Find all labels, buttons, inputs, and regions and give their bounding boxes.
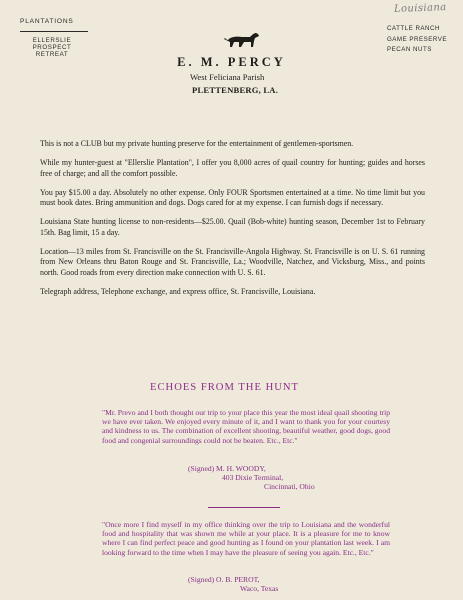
testimonial-perot bbox=[102, 520, 390, 557]
plantation-retreat: RETREAT bbox=[35, 51, 69, 59]
testimonial-text: "Once more I find myself in my office thinking over the trip to Louisiana and the wonderful food and hospitality that was shown me while at your place. It is a pleasure for me to know where I can find perfect peace and good hunting as I found on your plantation last week. I am looking forward to the time when I may have the pleasure of seeing you again. Etc., Etc." bbox=[102, 520, 390, 557]
body-paragraph: Louisiana State hunting license to non-residents—$25.00. Quail (Bob-white) hunting season, December 1st to February 15th. Bag limit, 15 a day. bbox=[40, 217, 425, 237]
right-line-game: GAME PRESERVE bbox=[386, 35, 447, 43]
letterhead-city: PLETTENBERG, LA. bbox=[192, 85, 279, 95]
body-paragraph: You pay $15.00 a day. Absolutely no other expense. Only FOUR Sportsmen entertained at a time. No time limit but you must book dates. Bring ammunition and dogs. Dogs cared for at my expense. I can furnish dogs if necessary. bbox=[40, 187, 425, 208]
signature-city: Waco, Texas bbox=[240, 584, 279, 593]
echoes-title: ECHOES FROM THE HUNT bbox=[150, 382, 299, 393]
body-paragraph: Location—13 miles from St. Francisville on the St. Francisville-Angola Highway. St. Francisville is on U. S. 61 running from New Orleans thru Baton Rouge and St. Francisville, La.; Woodville, Natchez, and Vicksburg, Miss., and points north. Good roads from every direction make connection with U. S. 61. bbox=[40, 246, 425, 277]
signature-city: Cincinnati, Ohio bbox=[264, 482, 315, 491]
signature-address: 403 Dixie Terminal, bbox=[222, 473, 284, 482]
letter-body bbox=[40, 139, 425, 306]
letterhead-left-rule bbox=[20, 31, 88, 32]
testimonial-text: "Mr. Prevo and I both thought our trip to your place this year the most ideal quail shooting trip we have ever taken. We enjoyed every minute of it, and I want to thank you for your courtesy and kindness to us. The combination of excellent shooting, beautiful weather, good dogs, good food and congenial surroundings could not be beaten. Etc., Etc." bbox=[102, 408, 390, 445]
right-line-cattle: CATTLE RANCH bbox=[386, 25, 440, 32]
body-paragraph: While my hunter-guest at "Ellerslie Plantation", I offer you 8,000 acres of quail country for hunting; guides and horses free of charge; and all the comfort possible. bbox=[40, 157, 425, 178]
letterhead-name: E. M. PERCY bbox=[177, 55, 286, 69]
body-paragraph: This is not a CLUB but my private hunting preserve for the entertainment of gentlemen-sportsmen. bbox=[40, 139, 354, 148]
letterhead-left bbox=[20, 18, 110, 59]
testimonial-divider bbox=[208, 507, 280, 508]
letterhead-right bbox=[387, 24, 447, 56]
testimonial-woody bbox=[102, 408, 390, 445]
plantations-heading: PLANTATIONS bbox=[20, 18, 74, 25]
right-line-pecan: PECAN NUTS bbox=[386, 46, 432, 53]
plantation-prospect: PROSPECT bbox=[32, 44, 72, 52]
signature-line: (Signed) O. B. PEROT, bbox=[188, 575, 260, 584]
hunting-dog-icon bbox=[222, 28, 262, 50]
pencil-note: Louisiana bbox=[394, 2, 448, 15]
body-paragraph: Telegraph address, Telephone exchange, and express office, St. Francisville, Louisiana. bbox=[40, 286, 316, 296]
signature-line: (Signed) M. H. WOODY, bbox=[188, 464, 266, 473]
plantation-ellerslie: ELLERSLIE bbox=[32, 37, 72, 44]
letterhead-parish: West Feliciana Parish bbox=[190, 72, 265, 82]
